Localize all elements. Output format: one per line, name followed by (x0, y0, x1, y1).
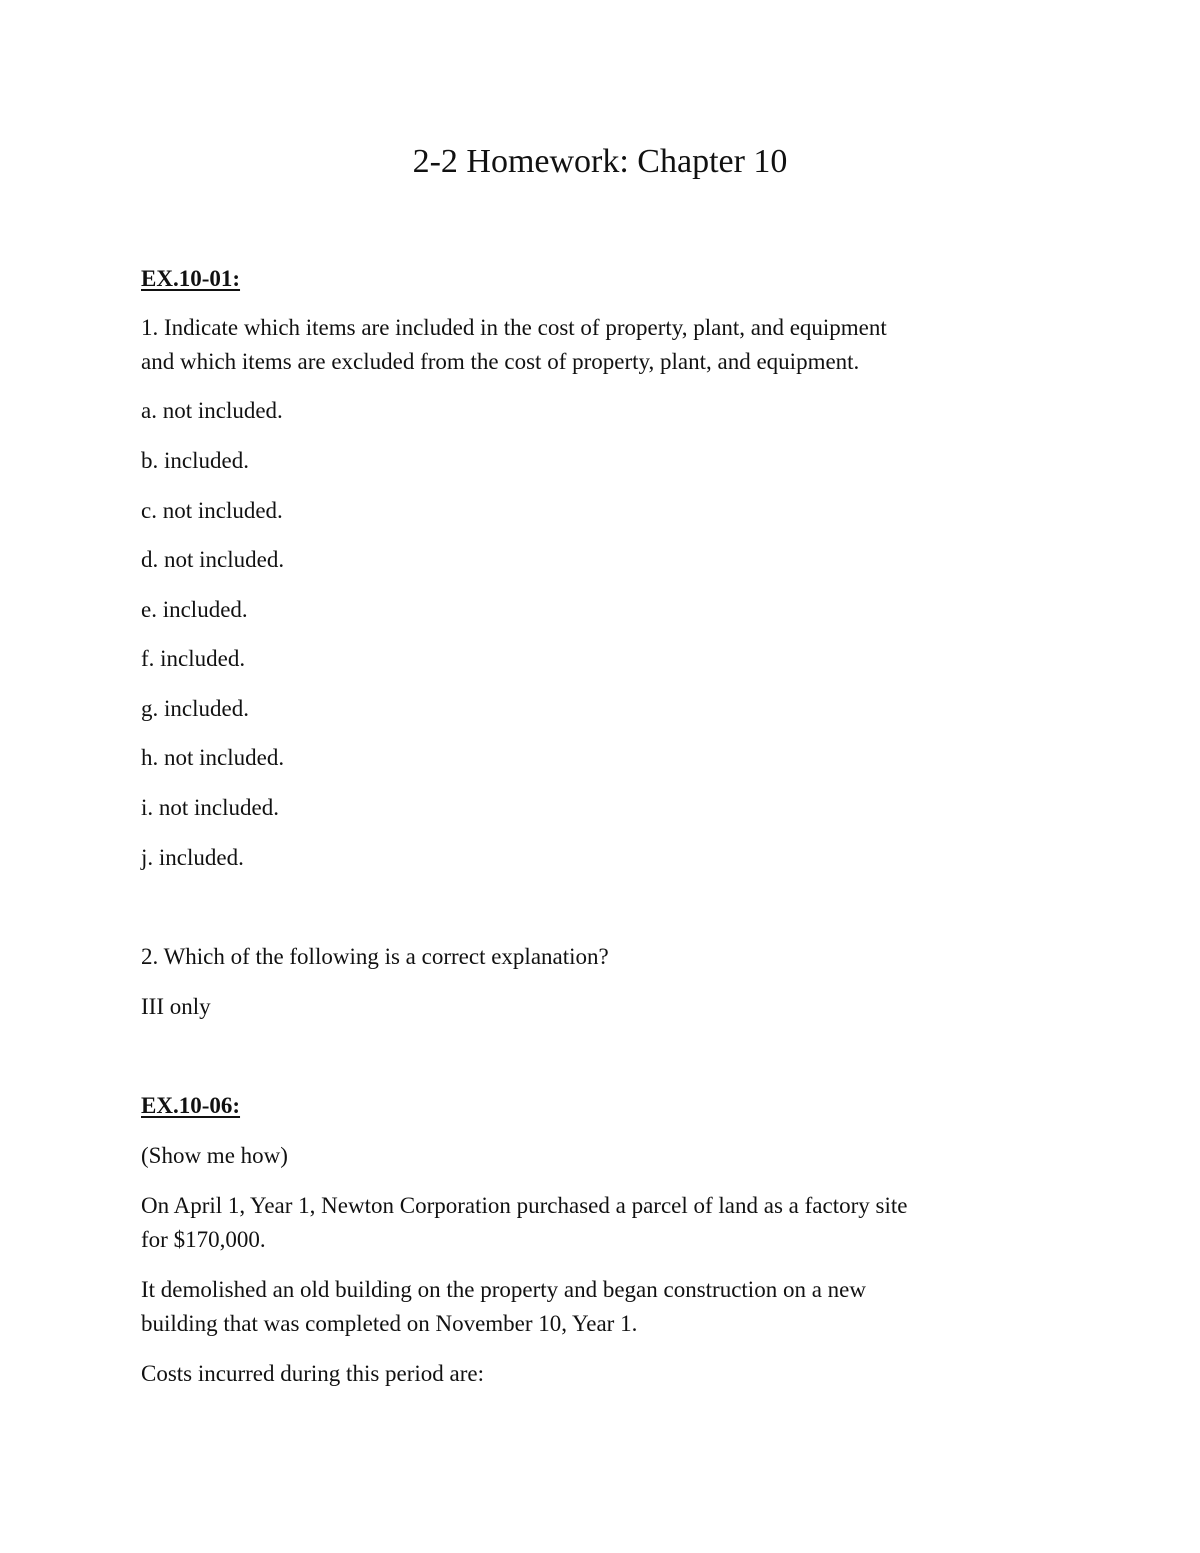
answer-f: f. included. (141, 646, 246, 671)
answer-g: g. included. (141, 696, 249, 721)
paragraph-2-line1: It demolished an old building on the property and began construction on a new (141, 1277, 866, 1302)
answer-e: e. included. (141, 597, 248, 622)
paragraph-3: Costs incurred during this period are: (141, 1361, 485, 1386)
answer-a: a. not included. (141, 398, 283, 423)
question-2-answer: III only (141, 994, 211, 1019)
paragraph-1-line2: for $170,000. (141, 1227, 266, 1252)
paragraph-2-line2: building that was completed on November 10, Year 1. (141, 1311, 638, 1336)
document-title: 2-2 Homework: Chapter 10 (412, 143, 788, 180)
question-1-text-line2: and which items are excluded from the cost of property, plant, and equipment. (141, 349, 860, 374)
show-me-how-text: (Show me how) (141, 1143, 288, 1168)
section-heading-ex10-01: EX.10-01: (141, 266, 241, 291)
paragraph-1-line1: On April 1, Year 1, Newton Corporation purchased a parcel of land as a factory site (141, 1193, 908, 1218)
question-1-text-line1: 1. Indicate which items are included in the cost of property, plant, and equipment (141, 315, 887, 340)
answer-b: b. included. (141, 448, 249, 473)
question-2-text: 2. Which of the following is a correct explanation? (141, 944, 609, 969)
answer-i: i. not included. (141, 795, 279, 820)
answer-h: h. not included. (141, 745, 285, 770)
section-heading-ex10-06: EX.10-06: (141, 1093, 241, 1118)
answer-d: d. not included. (141, 547, 285, 572)
answer-c: c. not included. (141, 498, 283, 523)
answer-j: j. included. (141, 845, 244, 870)
